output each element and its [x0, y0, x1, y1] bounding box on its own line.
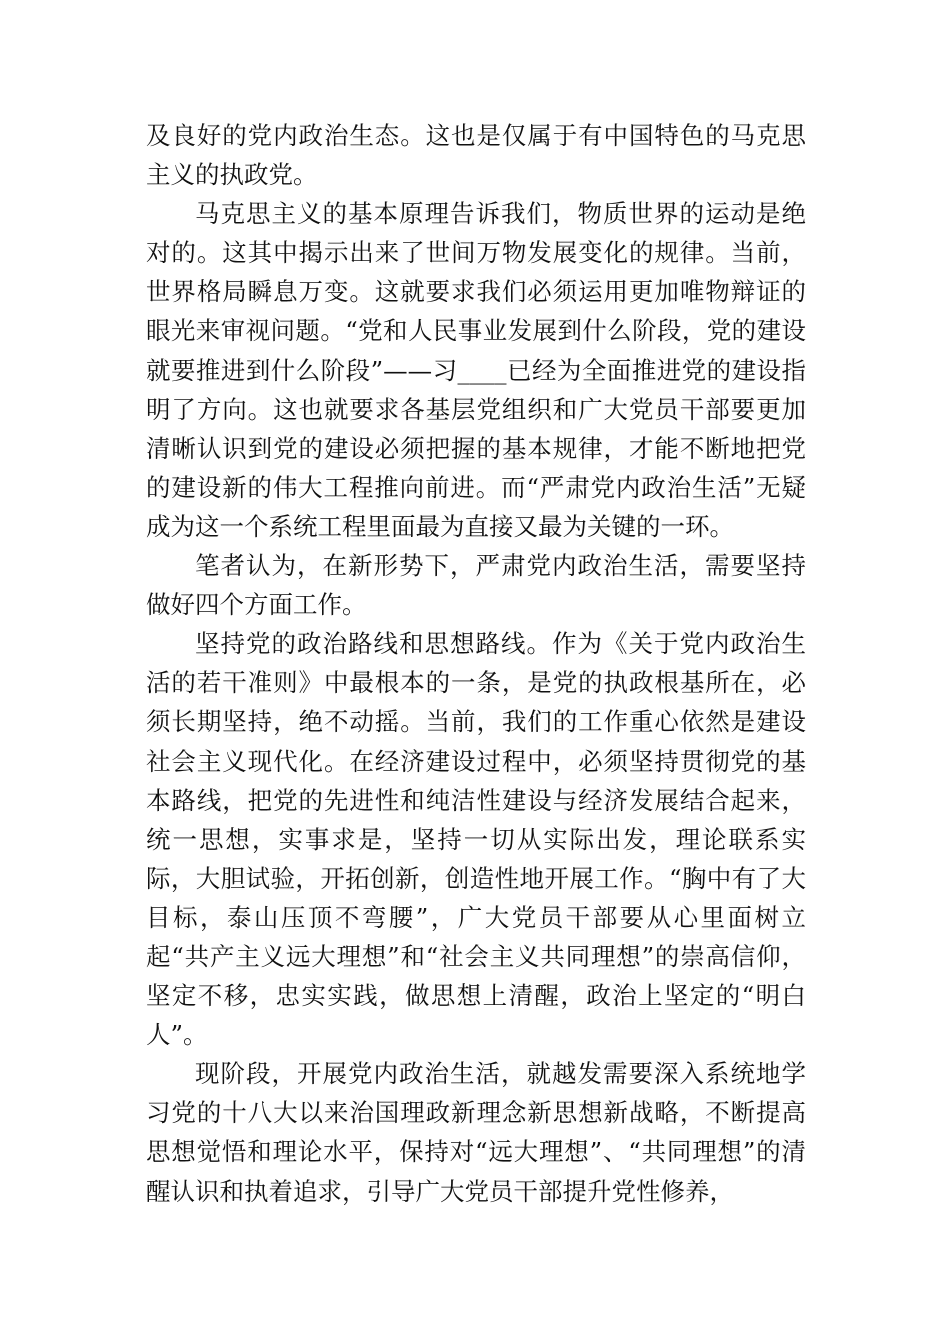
paragraph-1: 及良好的党内政治生态。这也是仅属于有中国特色的马克思主义的执政党。 — [146, 121, 806, 190]
paragraph-2: 马克思主义的基本原理告诉我们，物质世界的运动是绝对的。这其中揭示出来了世间万物发展变化的规律。当前，世界格局瞬息万变。这就要求我们必须运用更加唯物辩证的眼光来审视问题。“党和人民事业发展到什么阶段，党的建设就要推进到什么阶段”——习____已经为全面推进党的建设指明了方向。这也就要求各基层党组织和广大党员干部要更加清晰认识到党的建设必须把握的基本规律，才能不断地把党的建设新的伟大工程推向前进。而“严肃党内政治生活”无疑成为这一个系统工程里面最为直接又最为关键的一环。 — [146, 199, 806, 541]
document-page — [146, 116, 806, 1211]
paragraph-4: 坚持党的政治路线和思想路线。作为《关于党内政治生活的若干准则》中最根本的一条，是党的执政根基所在，必须长期坚持，绝不动摇。当前，我们的工作重心依然是建设社会主义现代化。在经济建设过程中，必须坚持贯彻党的基本路线，把党的先进性和纯洁性建设与经济发展结合起来，统一思想，实事求是，坚持一切从实际出发，理论联系实际，大胆试验，开拓创新，创造性地开展工作。“胸中有了大目标，泰山压顶不弯腰”，广大党员干部要从心里面树立起“共产主义远大理想”和“社会主义共同理想”的崇高信仰，坚定不移，忠实实践，做思想上清醒，政治上坚定的“明白人”。 — [146, 629, 806, 1050]
paragraph-5: 现阶段，开展党内政治生活，就越发需要深入系统地学习党的十八大以来治国理政新理念新思想新战略，不断提高思想觉悟和理论水平，保持对“远大理想”、“共同理想”的清醒认识和执着追求，引导广大党员干部提升党性修养， — [146, 1059, 806, 1206]
paragraph-3: 笔者认为，在新形势下，严肃党内政治生活，需要坚持做好四个方面工作。 — [146, 551, 806, 620]
